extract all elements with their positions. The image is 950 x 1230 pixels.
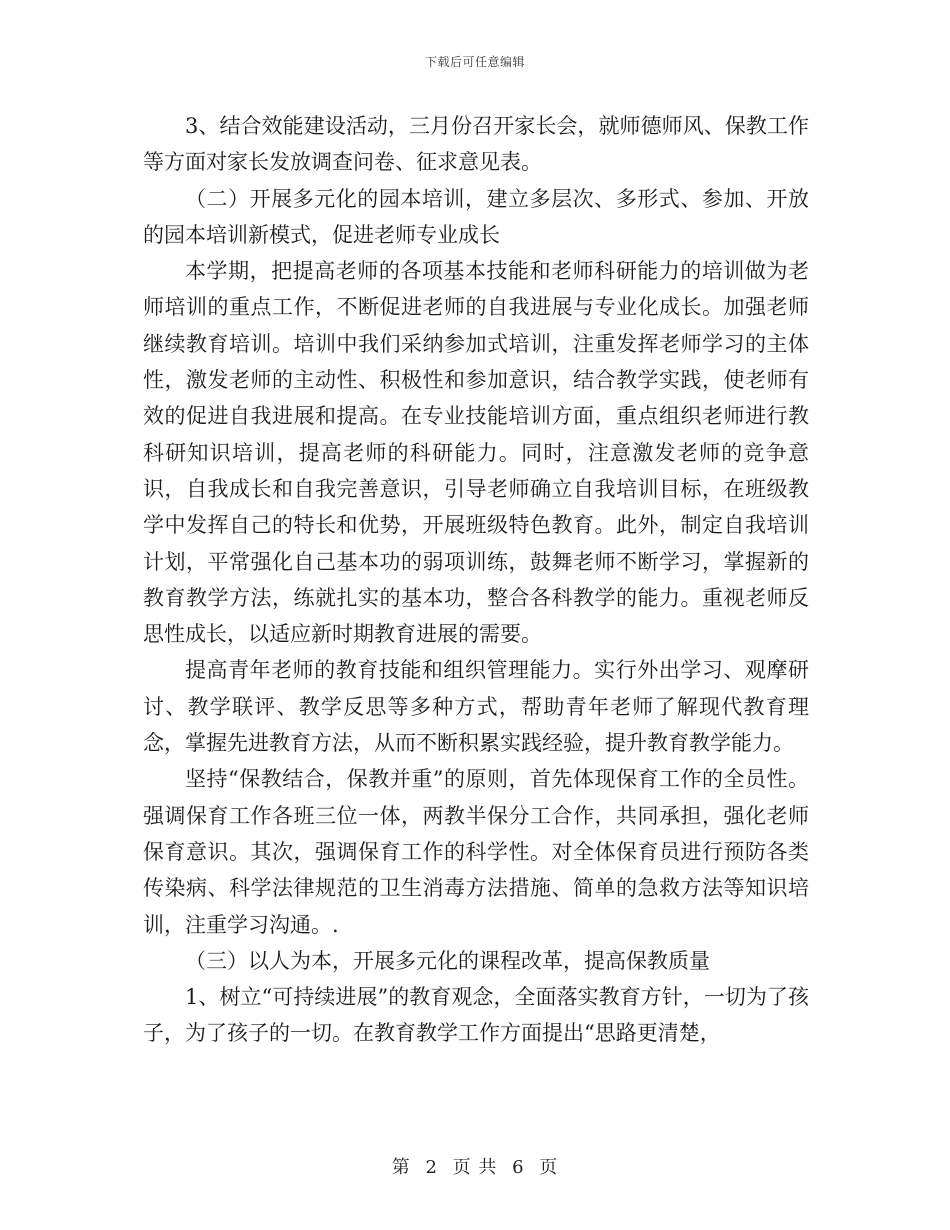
footer-suffix: 页 — [539, 1157, 559, 1178]
section-heading-2: （二）开展多元化的园本培训，建立多层次、多形式、参加、开放的园本培训新模式，促进老师专业成长 — [143, 186, 809, 247]
document-body — [143, 108, 809, 1052]
footer-prefix: 第 — [391, 1157, 411, 1178]
page-footer — [0, 1153, 950, 1179]
footer-middle: 页 共 — [452, 1157, 498, 1178]
page-number: 2 — [425, 1157, 438, 1178]
section-heading-3: （三）以人为本，开展多元化的课程改革，提高保教质量 — [185, 948, 710, 973]
page-total: 6 — [512, 1157, 525, 1178]
paragraph-care-education: 坚持“保教结合，保教并重”的原则，首先体现保育工作的全员性。强调保育工作各班三位一体，两教半保分工合作，共同承担，强化老师保育意识。其次，强调保育工作的科学性。对全体保育员进行预防各类传染病、科学法律规范的卫生消毒方法措施、简单的急救方法等知识培训，注重学习沟通。. — [143, 767, 809, 937]
page-header: 下载后可任意编辑 — [424, 55, 525, 69]
paragraph-training: 本学期，把提高老师的各项基本技能和老师科研能力的培训做为老师培训的重点工作，不断促进老师的自我进展与专业化成长。加强老师继续教育培训。培训中我们采纳参加式培训，注重发挥老师学习的主体性，激发老师的主动性、积极性和参加意识，结合教学实践，使老师有效的促进自我进展和提高。在专业技能培训方面，重点组织老师进行教科研知识培训，提高老师的科研能力。同时，注意激发老师的竞争意识，自我成长和自我完善意识，引导老师确立自我培训目标，在班级教学中发挥自己的特长和优势，开展班级特色教育。此外，制定自我培训计划，平常强化自己基本功的弱项训练，鼓舞老师不断学习，掌握新的教育教学方法，练就扎实的基本功，整合各科教学的能力。重视老师反思性成长，以适应新时期教育进展的需要。 — [143, 259, 809, 647]
paragraph-item-1: 1、树立“可持续进展”的教育观念，全面落实教育方针，一切为了孩子，为了孩子的一切。在教育教学工作方面提出“思路更清楚， — [143, 985, 809, 1046]
paragraph-young-teachers: 提高青年老师的教育技能和组织管理能力。实行外出学习、观摩研讨、教学联评、教学反思等多种方式，帮助青年老师了解现代教育理念，掌握先进教育方法，从而不断积累实践经验，提升教育教学能力。 — [143, 658, 809, 756]
paragraph-item-3: 3、结合效能建设活动，三月份召开家长会，就师德师风、保教工作等方面对家长发放调查问卷、征求意见表。 — [143, 114, 809, 175]
